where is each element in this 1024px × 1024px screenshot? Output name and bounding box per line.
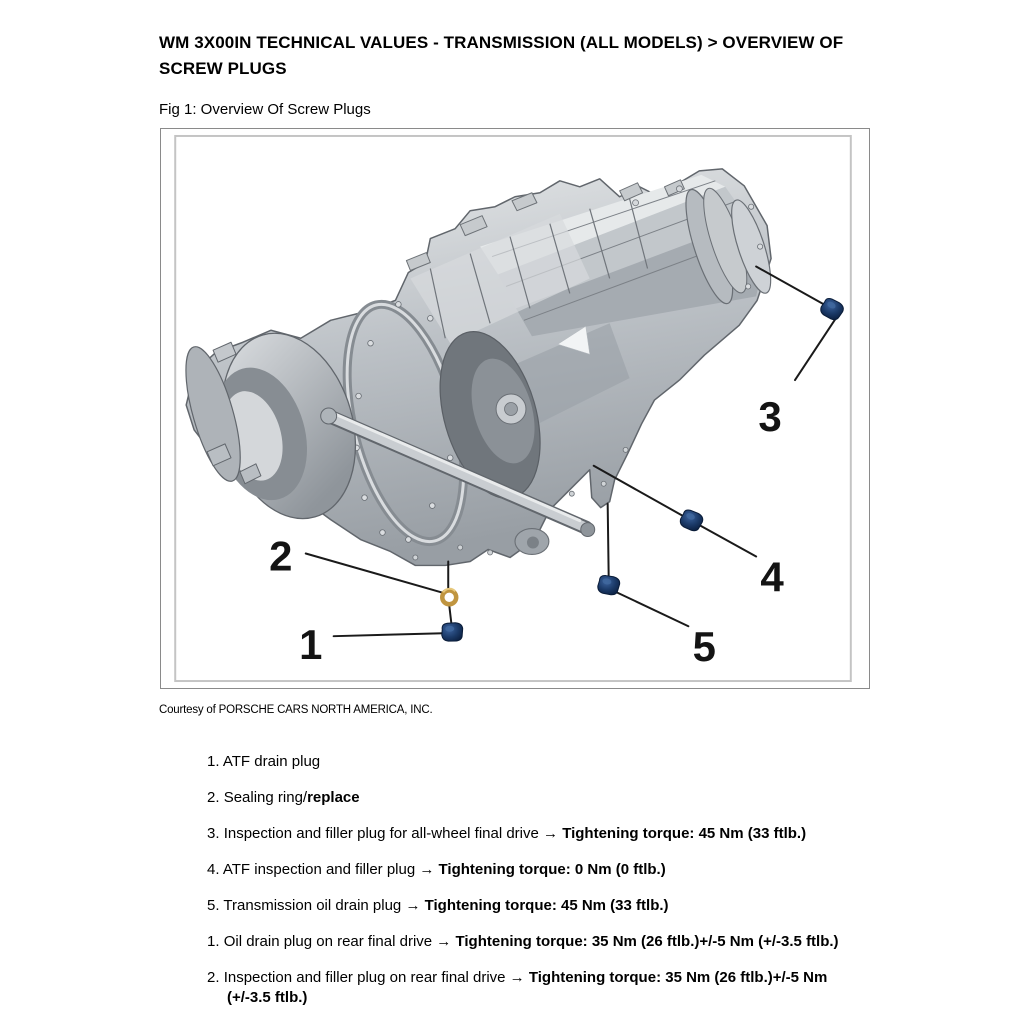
legend-item-6	[207, 932, 872, 952]
figure-canvas	[161, 129, 869, 688]
legend-item-text: Inspection and filler plug on rear final drive →	[223, 969, 529, 986]
legend-item-1	[207, 752, 872, 772]
legend-item-5	[207, 896, 872, 916]
legend-item-bold: Tightening torque: 35 Nm (26 ftlb.)+/-5 Nm (+/-3.5 ftlb.)	[227, 969, 828, 1006]
legend-item-text: Transmission oil drain plug →	[223, 897, 425, 914]
legend-item-4	[207, 860, 872, 880]
legend-item-number: 2.	[207, 789, 220, 806]
callout-number-2: 2	[269, 532, 293, 580]
legend-item-2	[207, 788, 872, 808]
legend-item-number: 4.	[207, 861, 220, 878]
callout-number-1: 1	[299, 621, 323, 669]
screw-plug-icon-1	[442, 623, 463, 641]
legend-item-text: Oil drain plug on rear final drive →	[223, 933, 456, 950]
callout-number-4: 4	[760, 553, 784, 601]
legend-item-7	[207, 968, 872, 1008]
callout-number-3: 3	[758, 392, 782, 440]
legend-item-bold: Tightening torque: 45 Nm (33 ftlb.)	[562, 825, 807, 842]
legend-item-number: 3.	[207, 825, 220, 842]
callout-number-5: 5	[692, 623, 716, 671]
legend-item-bold: Tightening torque: 0 Nm (0 ftlb.)	[438, 861, 666, 878]
legend-item-bold: Tightening torque: 45 Nm (33 ftlb.)	[424, 897, 669, 914]
legend-item-text: Sealing ring/	[223, 789, 308, 806]
legend-item-text: ATF inspection and filler plug →	[222, 861, 439, 878]
figure-frame	[160, 128, 870, 689]
legend-item-number: 1.	[207, 753, 220, 770]
legend-item-bold: replace	[307, 789, 360, 806]
legend-item-3	[207, 824, 872, 844]
legend-item-number: 2.	[207, 969, 220, 986]
legend-item-number: 5.	[207, 897, 220, 914]
page-title: WM 3X00IN TECHNICAL VALUES - TRANSMISSION (ALL MODELS) > OVERVIEW OF SCREW PLUGS	[159, 33, 844, 78]
legend-list	[207, 752, 872, 1024]
legend-item-number: 1.	[207, 933, 220, 950]
courtesy-note: Courtesy of PORSCHE CARS NORTH AMERICA, INC.	[159, 704, 433, 716]
legend-item-text: Inspection and filler plug for all-wheel final drive →	[223, 825, 563, 842]
figure-caption: Fig 1: Overview Of Screw Plugs	[159, 101, 371, 118]
legend-item-bold: Tightening torque: 35 Nm (26 ftlb.)+/-5 Nm (+/-3.5 ftlb.)	[455, 933, 839, 950]
legend-item-text: ATF drain plug	[222, 753, 321, 770]
